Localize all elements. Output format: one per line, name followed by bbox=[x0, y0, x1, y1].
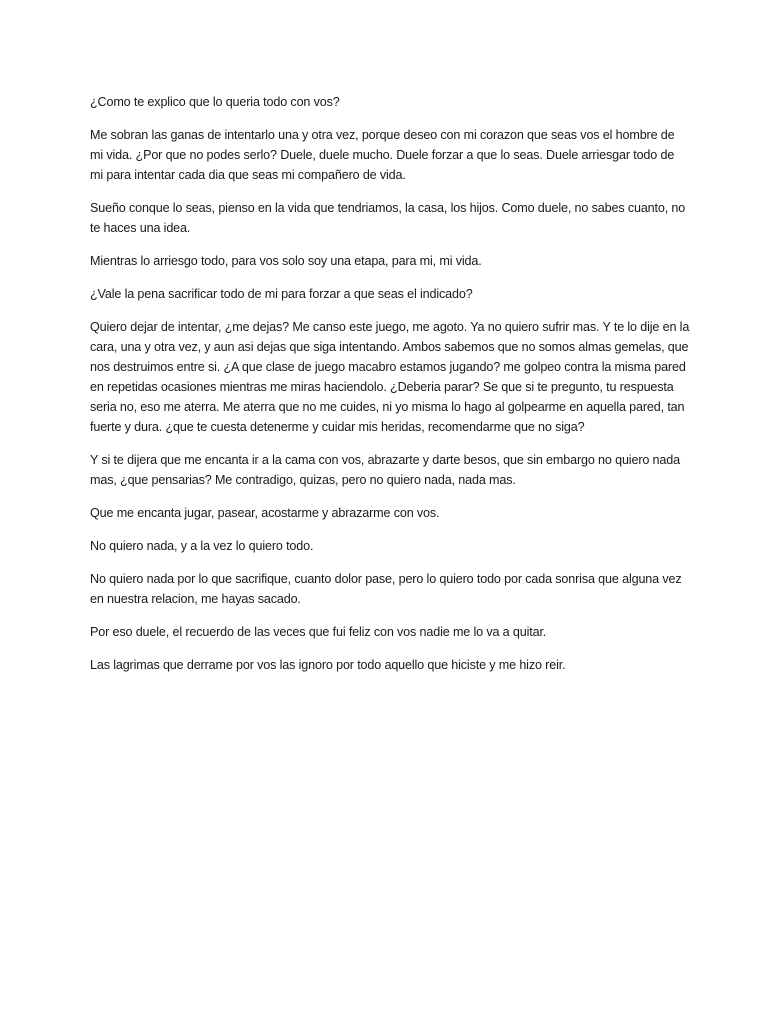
paragraph-1: ¿Como te explico que lo queria todo con vos? bbox=[90, 95, 340, 109]
paragraph-8: Que me encanta jugar, pasear, acostarme y abrazarme con vos. bbox=[90, 506, 440, 520]
paragraph-10: No quiero nada por lo que sacrifique, cuanto dolor pase, pero lo quiero todo por cada sonrisa que alguna vez en nuestra relacion, me hayas sacado. bbox=[90, 572, 682, 606]
paragraph-3: Sueño conque lo seas, pienso en la vida que tendriamos, la casa, los hijos. Como duele, no sabes cuanto, no te haces una idea. bbox=[90, 201, 686, 235]
document-body bbox=[90, 92, 690, 688]
paragraph-11: Por eso duele, el recuerdo de las veces que fui feliz con vos nadie me lo va a quitar. bbox=[90, 625, 547, 639]
paragraph-5: ¿Vale la pena sacrificar todo de mi para forzar a que seas el indicado? bbox=[90, 287, 473, 301]
paragraph-6: Quiero dejar de intentar, ¿me dejas? Me canso este juego, me agoto. Ya no quiero sufrir mas. Y te lo dije en la cara, una y otra vez, y aun asi dejas que siga intentando. Ambos sabemos que no somos almas gemelas, que nos destruimos entre si. ¿A que clase de juego macabro estamos jugando? me golpeo contra la misma pared en repetidas ocasiones mientras me miras haciendolo. ¿Deberia parar? Se que si te pregunto, tu respuesta seria no, eso me aterra. Me aterra que no me cuides, ni yo misma lo hago al golpearme en aquella pared, tan fuerte y dura. ¿que te cuesta detenerme y cuidar mis heridas, recomendarme que no siga? bbox=[90, 320, 690, 434]
paragraph-2: Me sobran las ganas de intentarlo una y otra vez, porque deseo con mi corazon que seas vos el hombre de mi vida. ¿Por que no podes serlo? Duele, duele mucho. Duele forzar a que lo seas. Duele arriesgar todo de mi para intentar cada dia que seas mi compañero de vida. bbox=[90, 128, 675, 182]
paragraph-9: No quiero nada, y a la vez lo quiero todo. bbox=[90, 539, 314, 553]
paragraph-4: Mientras lo arriesgo todo, para vos solo soy una etapa, para mi, mi vida. bbox=[90, 254, 482, 268]
paragraph-7: Y si te dijera que me encanta ir a la cama con vos, abrazarte y darte besos, que sin embargo no quiero nada mas, ¿que pensarias? Me contradigo, quizas, pero no quiero nada, nada mas. bbox=[90, 453, 680, 487]
paragraph-12: Las lagrimas que derrame por vos las ignoro por todo aquello que hiciste y me hizo reir. bbox=[90, 658, 566, 672]
